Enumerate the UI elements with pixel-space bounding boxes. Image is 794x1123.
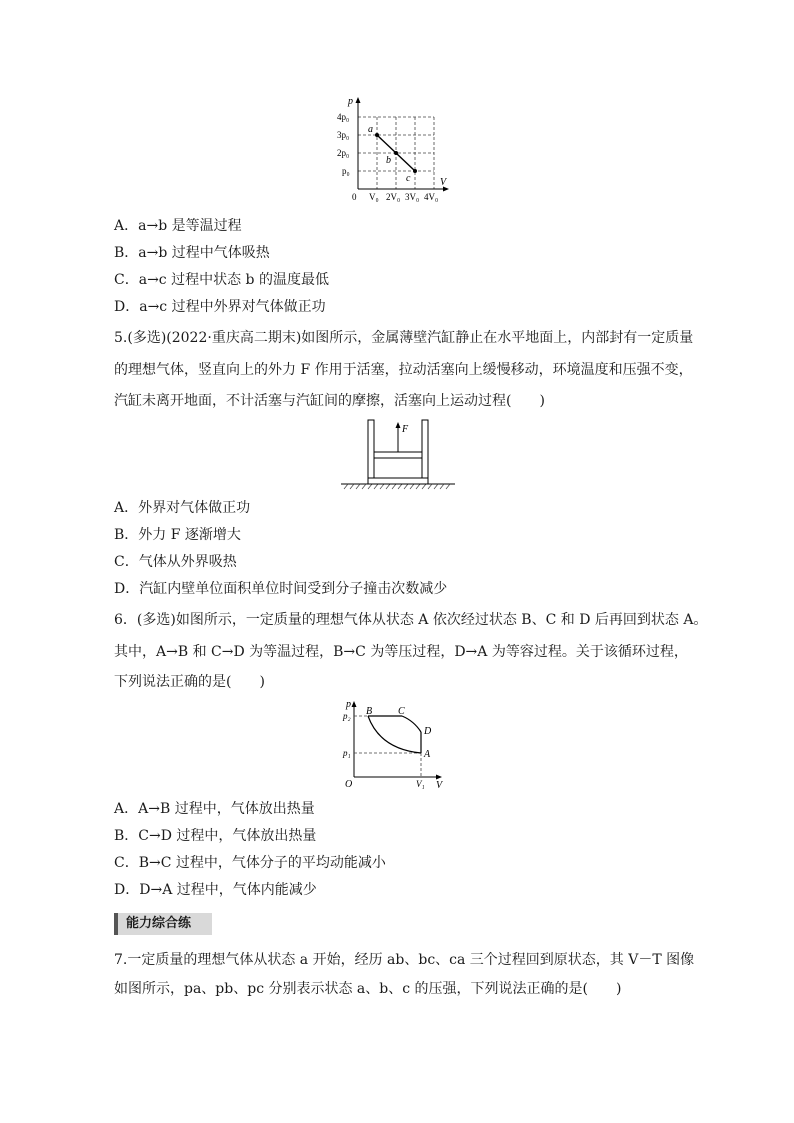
q5-option-d: D．汽缸内壁单位面积单位时间受到分子撞击次数减少 (114, 581, 448, 597)
q4-option-b: B．a→b 过程中气体吸热 (114, 245, 270, 261)
p2-label: p₂ (343, 711, 351, 721)
point-label: D (424, 726, 432, 737)
x-axis-label: V (440, 177, 447, 188)
q4-option-d: D．a→c 过程中外界对气体做正功 (114, 299, 326, 315)
q5-option-a: A．外界对气体做正功 (114, 500, 251, 516)
x-axis-label: V (436, 780, 443, 789)
y-tick: p₀ (342, 166, 350, 176)
q6-option-b: B．C→D 过程中，气体放出热量 (114, 828, 317, 844)
q6-stem-line1: 6．(多选)如图所示，一定质量的理想气体从状态 A 依次经过状态 B、C 和 D 后再回到状态 A。 (114, 612, 708, 628)
process-cd (402, 716, 421, 732)
y-tick: 4p₀ (337, 112, 350, 122)
pv-cycle-figure (340, 697, 450, 789)
pv-grid-figure (330, 92, 460, 207)
q6-stem-line3: 下列说法正确的是( ) (114, 674, 265, 690)
origin-label: 0 (352, 192, 357, 202)
p1-label: p₁ (343, 748, 351, 758)
x-tick: V₀ (369, 192, 379, 202)
q5-stem-line2: 的理想气体，竖直向上的外力 F 作用于活塞，拉动活塞向上缓慢移动，环境温度和压强不变， (114, 362, 693, 378)
process-ab (368, 716, 421, 753)
y-tick: 3p₀ (337, 130, 350, 140)
q5-stem-line1: 5.(多选)(2022·重庆高二期末)如图所示，金属薄壁汽缸静止在水平地面上，内部封有一定质量 (114, 330, 694, 346)
force-label: F (402, 424, 409, 435)
q7-stem-line2: 如图所示，pa、pb、pc 分别表示状态 a、b、c 的压强，下列说法正确的是( ) (114, 981, 622, 997)
section-heading: 能力综合练 (114, 913, 212, 935)
point-label: B (366, 706, 373, 717)
piston (374, 452, 422, 458)
point-label: c (406, 173, 411, 184)
y-tick: 2p₀ (337, 148, 350, 158)
q7-stem-line1: 7.一定质量的理想气体从状态 a 开始，经历 ab、bc、ca 三个过程回到原状态，其 V－T 图像 (114, 952, 695, 968)
point-label: a (368, 124, 373, 135)
point-label: b (386, 155, 391, 166)
cylinder-figure (338, 418, 458, 490)
x-tick: 3V₀ (405, 192, 420, 202)
force-arrow-icon (396, 422, 401, 428)
v1-label: V₁ (416, 779, 425, 789)
q6-stem-line2: 其中，A→B 和 C→D 为等温过程，B→C 为等压过程，D→A 为等容过程。关于该循环过程， (114, 644, 688, 660)
y-axis-label: p (348, 96, 353, 107)
x-tick: 2V₀ (386, 192, 401, 202)
q4-option-a: A．a→b 是等温过程 (114, 218, 242, 234)
point-label: A (424, 749, 431, 760)
q6-option-a: A．A→B 过程中，气体放出热量 (114, 801, 315, 817)
q4-option-c: C．a→c 过程中状态 b 的温度最低 (114, 272, 329, 288)
point-label: C (398, 706, 405, 717)
q5-option-c: C．气体从外界吸热 (114, 554, 237, 570)
q6-option-d: D．D→A 过程中，气体内能减少 (114, 882, 317, 898)
q5-option-b: B．外力 F 逐渐增大 (114, 527, 241, 543)
x-tick: 4V₀ (424, 192, 439, 202)
q6-option-c: C．B→C 过程中，气体分子的平均动能减小 (114, 855, 386, 871)
q5-stem-line3: 汽缸未离开地面，不计活塞与汽缸间的摩擦，活塞向上运动过程( ) (114, 393, 545, 409)
origin-label: O (345, 779, 353, 789)
y-axis-label: p (346, 699, 351, 710)
